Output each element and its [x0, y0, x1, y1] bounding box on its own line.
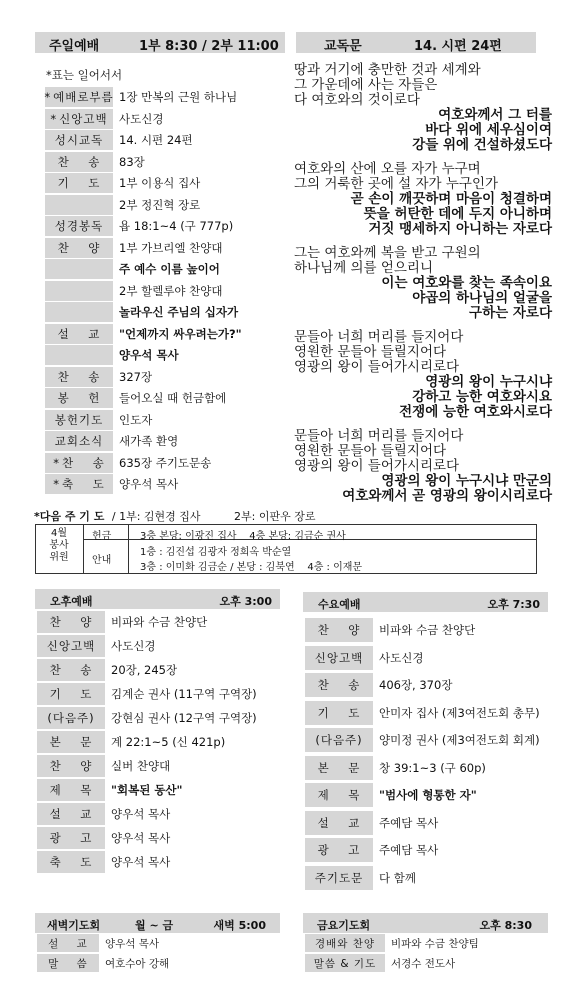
verse-line: 하나님께 의를 얻으리니 [294, 260, 433, 276]
verse-line: 거짓 맹세하지 아니하는 자로다 [368, 221, 552, 237]
dawn-time: 새벽 5:00 [213, 919, 266, 932]
order-label [37, 707, 105, 729]
order-label-text: 광 고 [49, 831, 93, 845]
order-value: 14. 시편 24편 [119, 133, 193, 147]
order-label [45, 345, 113, 365]
order-label-text: 신앙고백 [46, 639, 96, 653]
order-label-text: (다음주) [315, 733, 363, 747]
order-value: 사도신경 [111, 639, 156, 653]
order-label [45, 367, 113, 387]
order-label [305, 811, 373, 835]
order-label-text: 교회소식 [54, 434, 104, 448]
order-row [45, 173, 200, 193]
order-label-text: 찬 양 [49, 615, 93, 629]
order-label [305, 673, 373, 697]
order-label [37, 731, 105, 753]
order-value: 635장 주기도문송 [119, 455, 212, 470]
next-week-second: 2부: 이판우 장로 [234, 510, 316, 523]
verse-line: 땅과 거기에 충만한 것과 세계와 [294, 62, 481, 78]
order-row [45, 453, 211, 473]
order-label-text: 예배로부름 [53, 90, 114, 104]
order-label-text: 성경봉독 [54, 219, 104, 233]
order-label-text: 본 문 [317, 760, 361, 775]
order-row [45, 195, 200, 215]
order-value: 사도신경 [119, 111, 164, 126]
order-label [305, 756, 373, 780]
order-label [305, 954, 385, 972]
verse-line: 여호와의 산에 오를 자가 누구며 [294, 161, 481, 177]
order-value: "언제까지 싸우려는가?" [119, 326, 242, 341]
sunday-worship-times: 1부 8:30 / 2부 11:00 [139, 39, 279, 54]
guide-line-2: 3층 : 이미화 김금순 / 본당 : 김북연 4층 : 이재문 [140, 562, 363, 573]
order-label-text: 성시교독 [54, 133, 104, 147]
order-row [37, 611, 207, 633]
order-value: 계 22:1~5 (신 421p) [111, 735, 226, 749]
order-row [45, 259, 220, 279]
order-label-text: 본 문 [49, 735, 93, 749]
april-title-2: 봉사 [49, 540, 69, 551]
dawn-title: 새벽기도회 [47, 919, 101, 932]
order-label [37, 635, 105, 657]
afternoon-title: 오후예배 [50, 595, 93, 608]
standing-mark: * [44, 90, 52, 104]
order-label [305, 934, 385, 952]
friday-title: 금요기도회 [317, 919, 371, 932]
order-row [305, 954, 455, 972]
next-week-first: / 1부: 김현경 집사 [111, 510, 201, 523]
order-label-text: 축 도 [49, 855, 93, 869]
order-row [305, 811, 438, 835]
order-label [305, 728, 373, 752]
next-week-label: *다음 주 기 도 [34, 510, 105, 523]
april-title-1: 4월 [50, 528, 68, 539]
order-label-text: 찬 송 [57, 369, 101, 384]
order-label-text: 경배와 찬양 [314, 937, 376, 950]
order-label [37, 779, 105, 801]
verse-line: 강들 위에 건설하셨도다 [412, 137, 552, 153]
friday-header [303, 913, 548, 933]
responsive-reading-ref: 14. 시편 24편 [414, 39, 502, 54]
order-label-text: 광 고 [317, 843, 361, 857]
divider [83, 524, 84, 574]
order-row [45, 152, 145, 172]
order-value: 다 함께 [379, 870, 416, 885]
order-label [45, 195, 113, 215]
order-label [37, 803, 105, 825]
order-label [45, 130, 113, 150]
friday-time: 오후 8:30 [479, 919, 532, 932]
order-label [37, 683, 105, 705]
order-value: 83장 [119, 154, 145, 169]
order-label [37, 827, 105, 849]
order-label [305, 838, 373, 862]
order-value: 양우석 목사 [119, 477, 179, 491]
guide-label: 안내 [92, 555, 112, 566]
order-row [37, 827, 170, 849]
order-label [305, 866, 373, 890]
order-label [37, 755, 105, 777]
order-value: 비파와 수금 찬양팀 [391, 937, 479, 950]
order-row [45, 474, 178, 494]
order-row [45, 388, 226, 408]
verse-line: 바다 위에 세우심이여 [425, 122, 552, 138]
order-value: 2부 할렐루야 찬양대 [119, 283, 223, 298]
order-label-text: 찬 양 [49, 759, 93, 773]
order-label [37, 611, 105, 633]
order-label [37, 851, 105, 873]
order-row [45, 109, 163, 129]
order-value: 욥 18:1~4 (구 777p) [119, 219, 234, 233]
order-row [305, 783, 477, 807]
order-value: 서경수 전도사 [391, 957, 456, 970]
order-value: "범사에 형통한 자" [379, 788, 477, 802]
order-value: 1부 가브리엘 찬양대 [119, 240, 223, 255]
order-value: 실버 찬양대 [111, 759, 171, 773]
order-label-text: 설 교 [57, 326, 101, 341]
dawn-header [35, 913, 280, 933]
april-volunteers-title [37, 528, 81, 564]
order-row [37, 635, 155, 657]
order-value: 인도자 [119, 412, 153, 427]
order-label [45, 259, 113, 279]
order-label-text: 신앙고백 [314, 650, 364, 665]
order-label [37, 934, 99, 952]
order-label [45, 388, 113, 408]
order-value: 주예담 목사 [379, 815, 439, 830]
order-value: 양미정 권사 (제3여전도회 회계) [379, 733, 540, 747]
order-value: 안미자 집사 (제3여전도회 총무) [379, 705, 540, 720]
order-row [45, 431, 178, 451]
order-row [37, 755, 170, 777]
verse-line: 다 여호와의 것이로다 [294, 92, 420, 108]
order-label [45, 281, 113, 301]
verse-line: 영광의 왕이 누구시냐 만군의 [381, 473, 552, 489]
verse-line: 영광의 왕이 누구시냐 [425, 374, 552, 390]
order-row [45, 367, 152, 387]
responsive-reading-header [296, 32, 536, 53]
order-label-text: 말 씀 [48, 957, 88, 970]
order-row [305, 756, 486, 780]
order-value: 들어오실 때 헌금함에 [119, 391, 227, 405]
sunday-worship-header [35, 32, 285, 53]
verse-line: 그는 여호와께 복을 받고 구원의 [294, 245, 481, 261]
order-value: 창 39:1~3 (구 60p) [379, 760, 486, 775]
order-label [45, 152, 113, 172]
order-row [45, 302, 238, 322]
order-row [37, 683, 257, 705]
dawn-days: 월 ~ 금 [135, 919, 174, 932]
order-label-text: 찬 양 [317, 623, 361, 637]
order-row [305, 618, 475, 642]
order-label [45, 324, 113, 344]
order-value: 김계순 권사 (11구역 구역장) [111, 687, 257, 701]
order-value: 327장 [119, 369, 153, 384]
order-row [45, 324, 242, 344]
standing-note: *표는 일어서서 [46, 68, 123, 82]
order-value: 양우석 목사 [105, 937, 160, 950]
order-value: 양우석 목사 [111, 831, 171, 845]
order-row [45, 345, 179, 365]
standing-mark: * [53, 455, 60, 470]
order-label-text: 주기도문 [314, 870, 364, 885]
order-row [45, 130, 193, 150]
order-value: "회복된 동산" [111, 783, 183, 797]
order-value: 놀라우신 주님의 십자가 [119, 305, 239, 319]
guide-line-1: 1층 : 김진섭 김광자 정희옥 박순열 [140, 547, 292, 558]
order-label [45, 87, 113, 107]
order-value: 비파와 수금 찬양단 [111, 615, 208, 629]
afternoon-time: 오후 3:00 [219, 595, 272, 608]
order-value: 주예담 목사 [379, 843, 439, 857]
order-value: 강현심 권사 (12구역 구역장) [111, 711, 257, 725]
order-value: 양우석 목사 [111, 855, 171, 869]
order-value: 주 예수 이름 높이어 [119, 262, 220, 276]
verse-line: 문들아 너희 머리를 들지어다 [294, 329, 464, 345]
wednesday-time: 오후 7:30 [487, 598, 540, 611]
order-label [305, 618, 373, 642]
order-label-text: 제 목 [317, 788, 361, 802]
order-row [37, 851, 170, 873]
order-label [45, 173, 113, 193]
order-label [45, 410, 113, 430]
order-label [305, 783, 373, 807]
order-value: 여호수아 강해 [105, 957, 170, 970]
order-label-text: 설 교 [48, 937, 88, 950]
verse-line: 야곱의 하나님의 얼굴을 [412, 290, 552, 306]
order-row [45, 238, 223, 258]
order-value: 1부 이용식 집사 [119, 176, 201, 190]
order-label [45, 109, 113, 129]
order-value: 2부 정진혁 장로 [119, 197, 201, 212]
verse-line: 영광의 왕이 들어가시리로다 [294, 359, 460, 375]
order-value: 사도신경 [379, 650, 424, 665]
order-label-text: (다음주) [47, 711, 95, 725]
order-label-text: 찬 양 [57, 240, 101, 255]
order-label [45, 238, 113, 258]
order-label-text: 설 교 [317, 815, 361, 830]
order-row [305, 646, 423, 670]
order-label-text: 기 도 [49, 687, 93, 701]
order-value: 20장, 245장 [111, 663, 178, 677]
order-row [305, 728, 540, 752]
order-label [45, 474, 113, 494]
verse-line: 영원한 문들아 들릴지어다 [294, 344, 447, 360]
order-label-text: 기 도 [317, 705, 361, 720]
order-label [305, 701, 373, 725]
order-value: 406장, 370장 [379, 678, 453, 692]
order-row [37, 934, 159, 952]
verse-line: 이는 여호와를 찾는 족속이요 [381, 275, 552, 291]
order-row [45, 410, 152, 430]
verse-line: 강하고 능한 여호와시요 [412, 389, 552, 405]
order-label-text: 축 도 [61, 477, 105, 491]
order-row [45, 216, 233, 236]
order-row [37, 731, 225, 753]
order-label-text: 찬 송 [57, 154, 101, 169]
sunday-worship-title: 주일예배 [49, 39, 100, 54]
order-label-text: 봉 헌 [57, 391, 101, 405]
order-row [45, 281, 223, 301]
order-label-text: 봉헌기도 [54, 412, 104, 427]
wednesday-title: 수요예배 [318, 598, 361, 611]
verse-line: 그 가운데에 사는 자들은 [294, 77, 438, 93]
order-row [37, 954, 169, 972]
verse-line: 전쟁에 능한 여호와시로다 [399, 404, 552, 420]
order-row [37, 803, 170, 825]
divider [128, 524, 129, 574]
verse-line: 그의 거룩한 곳에 설 자가 누구인가 [294, 176, 499, 192]
order-row [305, 934, 479, 952]
order-row [37, 659, 177, 681]
wednesday-header [303, 592, 548, 612]
order-row [37, 779, 183, 801]
standing-mark: * [53, 477, 60, 491]
offering-label: 헌금 [92, 531, 112, 542]
order-label-text: 기 도 [57, 176, 101, 190]
order-label-text: 제 목 [49, 783, 93, 797]
order-label-text: 찬 송 [49, 663, 93, 677]
order-label-text: 찬 송 [61, 455, 105, 470]
afternoon-header [35, 589, 280, 609]
verse-line: 여호와께서 그 터를 [438, 107, 552, 123]
verse-line: 영원한 문들아 들릴지어다 [294, 443, 447, 459]
order-label [305, 646, 373, 670]
order-label [45, 453, 113, 473]
order-label [37, 659, 105, 681]
order-row [305, 866, 416, 890]
order-label [45, 302, 113, 322]
order-label-text: 설 교 [49, 807, 93, 821]
offering-text: 3층 본당: 이광진 집사 4층 본당: 김금순 권사 [140, 531, 346, 542]
order-row [45, 87, 237, 107]
order-row [305, 838, 438, 862]
verse-line: 영광의 왕이 들어가시리로다 [294, 458, 460, 474]
verse-line: 구하는 자로다 [469, 305, 552, 321]
order-value: 비파와 수금 찬양단 [379, 623, 476, 637]
order-label-text: 찬 송 [317, 678, 361, 692]
verse-line: 문들아 너희 머리를 들지어다 [294, 428, 464, 444]
april-title-3: 위원 [49, 552, 69, 563]
standing-mark: * [50, 111, 58, 126]
order-row [305, 673, 452, 697]
order-label [37, 954, 99, 972]
order-value: 양우석 목사 [111, 807, 171, 821]
order-row [37, 707, 257, 729]
order-label-text: 말씀 & 기도 [313, 957, 377, 970]
verse-line: 곧 손이 깨끗하며 마음이 청결하며 [350, 191, 552, 207]
order-row [305, 701, 540, 725]
order-label [45, 431, 113, 451]
verse-line: 여호와께서 곧 영광의 왕이시리로다 [342, 488, 552, 504]
order-value: 양우석 목사 [119, 348, 179, 362]
order-value: 새가족 환영 [119, 434, 179, 448]
order-label-text: 신앙고백 [59, 111, 108, 126]
verse-line: 뜻을 허탄한 데에 두지 아니하며 [363, 206, 552, 222]
order-value: 1장 만복의 근원 하나님 [119, 90, 238, 104]
responsive-reading-title: 교독문 [324, 39, 362, 54]
next-week-prayer [34, 508, 316, 524]
order-label [45, 216, 113, 236]
